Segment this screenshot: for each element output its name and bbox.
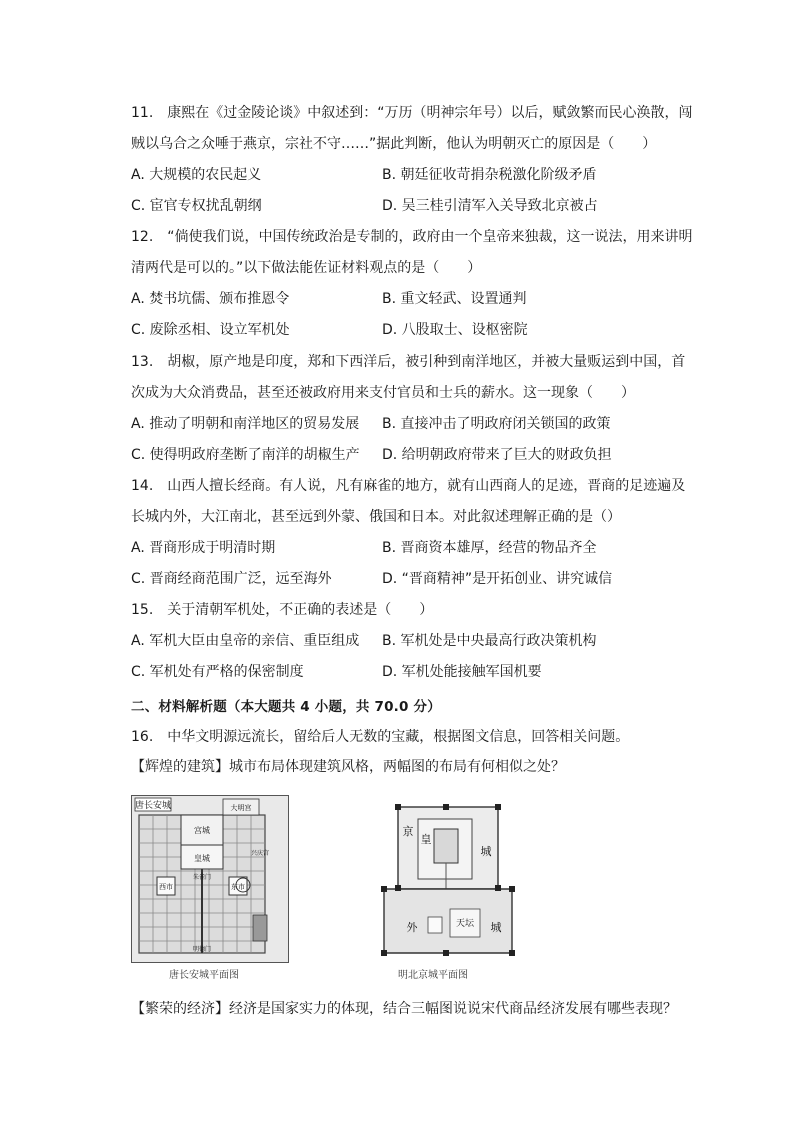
question-16-stem: 16. 中华文明源远流长，留给后人无数的宝藏，根据图文信息，回答相关问题。 [131, 729, 630, 745]
q11-option-c: C. 宦官专权扰乱朝纲 [131, 198, 262, 214]
question-13-stem: 13. 胡椒，原产地是印度，郑和下西洋后，被引种到南洋地区，并被大量贩运到中国，首次成为大众消费品，甚至还被政府用来支付官员和士兵的薪水。这一现象（ ） [131, 354, 686, 401]
question-15-stem: 15. 关于清朝军机处，不正确的表述是（ ） [131, 602, 434, 618]
q14-option-a: A. 晋商形成于明清时期 [131, 540, 276, 556]
question-12 [131, 222, 697, 346]
q15-option-b: B. 军机处是中央最高行政决策机构 [382, 633, 597, 649]
q14-option-c: C. 晋商经商范围广泛，远至海外 [131, 571, 332, 587]
q15-option-d: D. 军机处能接触军国机要 [382, 664, 542, 680]
question-14-stem: 14. 山西人擅长经商。有人说，凡有麻雀的地方，就有山西商人的足迹，晋商的足迹遍及长城内外，大江南北，甚至远到外蒙、俄国和日本。对此叙述理解正确的是（） [131, 478, 686, 525]
beijing-label-outer-cheng: 城 [490, 921, 502, 934]
question-14 [131, 471, 697, 595]
question-16-part-1: 【辉煌的建筑】城市布局体现建筑风格，两幅图的布局有何相似之处？ [131, 759, 565, 775]
changan-map-drawing [131, 795, 289, 963]
q13-option-d: D. 给明朝政府带来了巨大的财政负担 [382, 447, 612, 463]
q13-option-c: C. 使得明政府垄断了南洋的胡椒生产 [131, 447, 360, 463]
beijing-label-cheng: 城 [480, 845, 492, 858]
changan-map-caption: 唐长安城平面图 [169, 970, 239, 981]
q13-option-a: A. 推动了明朝和南洋地区的贸易发展 [131, 416, 360, 432]
question-11-stem: 11. 康熙在《过金陵论谈》中叙述到：“万历（明神宗年号）以后，赋敛繁而民心涣散，闯贼以乌合之众唾于燕京，宗社不守……”据此判断，他认为明朝灭亡的原因是（ ） [131, 105, 693, 152]
changan-label-west-market: 西市 [159, 883, 173, 891]
beijing-label-temple-of-heaven: 天坛 [455, 919, 475, 929]
question-12-stem: 12. “倘使我们说，中国传统政治是专制的，政府由一个皇帝来独裁，这一说法，用来讲明清两代是可以的。”以下做法能佐证材料观点的是（ ） [131, 229, 693, 276]
q14-option-d: D. “晋商精神”是开拓创业、讲究诚信 [382, 571, 613, 587]
q15-option-a: A. 军机大臣由皇帝的亲信、重臣组成 [131, 633, 360, 649]
beijing-label-wai: 外 [406, 921, 418, 934]
q11-option-a: A. 大规模的农民起义 [131, 167, 262, 183]
beijing-map-drawing [378, 795, 520, 963]
beijing-label-huang: 皇 [420, 833, 432, 846]
q13-option-b: B. 直接冲击了明政府闭关锁国的政策 [382, 416, 611, 432]
changan-label-mingde-gate: 明德门 [192, 946, 212, 953]
q12-option-b: B. 重文轻武、设置通判 [382, 291, 527, 307]
q14-option-b: B. 晋商资本雄厚，经营的物品齐全 [382, 540, 597, 556]
beijing-label-jing: 京 [402, 825, 414, 838]
question-15 [131, 595, 697, 688]
changan-label-xingqing-palace: 兴庆宫 [250, 850, 270, 857]
changan-label-east-market: 东市 [231, 883, 245, 891]
changan-label-palace: 宫城 [194, 826, 210, 835]
changan-map-title: 唐长安城 [134, 801, 172, 811]
changan-label-imperial-city: 皇城 [194, 854, 210, 863]
q12-option-c: C. 废除丞相、设立军机处 [131, 322, 290, 338]
question-16-part-2: 【繁荣的经济】经济是国家实力的体现，结合三幅图说说宋代商品经济发展有哪些表现？ [131, 1001, 677, 1017]
question-11 [131, 98, 697, 222]
changan-label-zhuque-gate: 朱雀门 [192, 874, 212, 881]
q12-option-d: D. 八股取士、设枢密院 [382, 322, 528, 338]
q12-option-a: A. 焚书坑儒、颁布推恩令 [131, 291, 290, 307]
changan-map-figure [131, 795, 289, 963]
q11-option-b: B. 朝廷征收苛捐杂税激化阶级矛盾 [382, 167, 597, 183]
changan-label-daming-palace: 大明宫 [230, 804, 252, 812]
q11-option-d: D. 吴三桂引清军入关导致北京被占 [382, 198, 598, 214]
question-13 [131, 347, 697, 471]
section-2-heading: 二、材料解析题（本大题共 4 小题，共 70.0 分） [131, 699, 441, 715]
beijing-map-caption: 明北京城平面图 [398, 970, 468, 981]
beijing-map-figure [378, 795, 520, 963]
q15-option-c: C. 军机处有严格的保密制度 [131, 664, 304, 680]
